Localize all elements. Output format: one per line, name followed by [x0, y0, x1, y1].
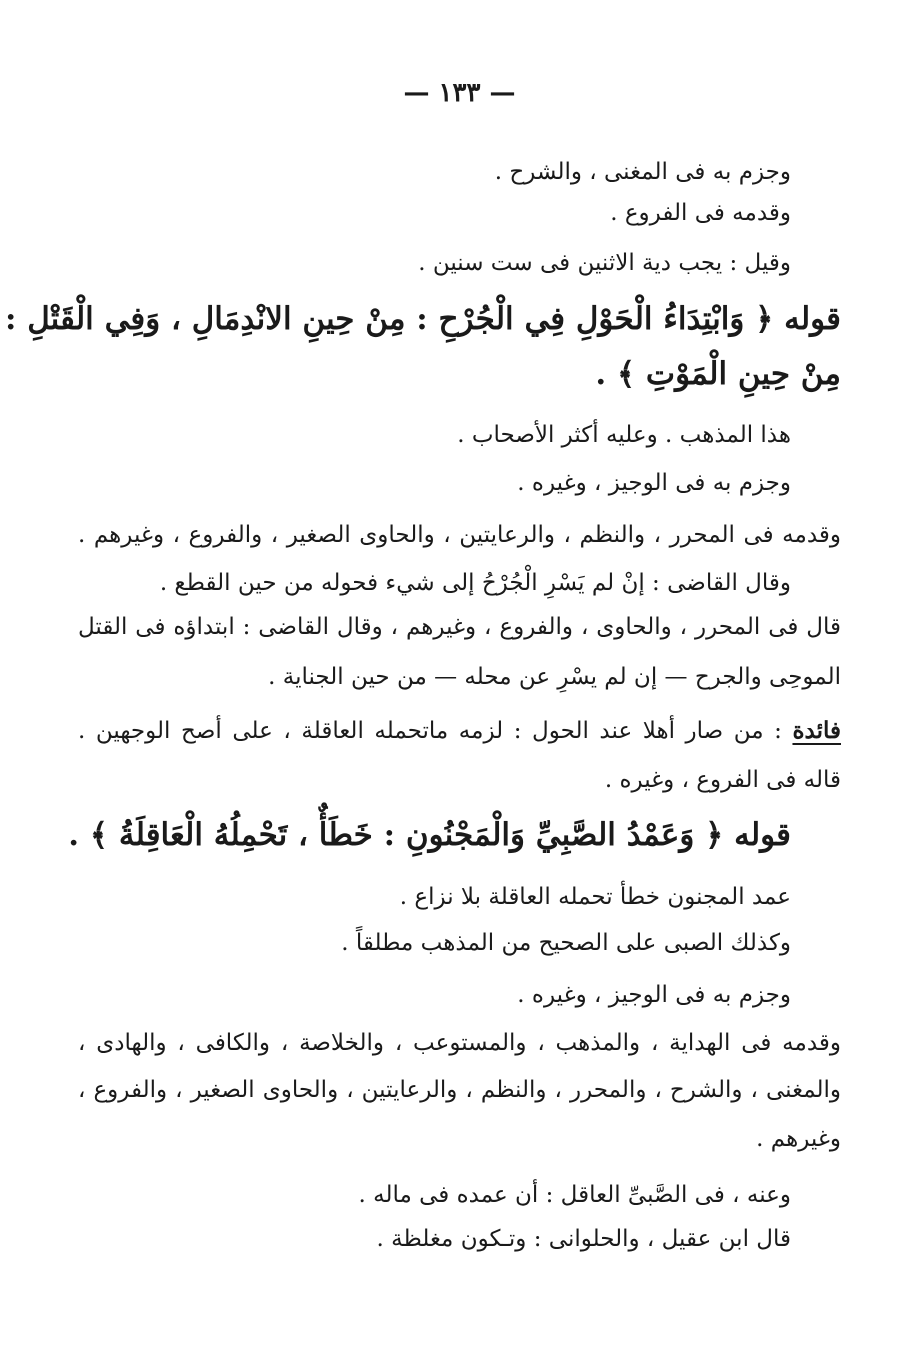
text-line: وجزم به فى الوجيز ، وغيره .: [517, 470, 791, 496]
text-line: والمغنى ، والشرح ، والمحرر ، والنظم ، والرعايتين ، والحاوى الصغير ، والفروع ،: [78, 1077, 841, 1103]
text-line: عمد المجنون خطأ تحمله العاقلة بلا نزاع .: [399, 884, 791, 910]
text-line: وقيل : يجب دية الاثنين فى ست سنين .: [418, 250, 791, 276]
quoted-verse-line: قوله ﴿ وَابْتِدَاءُ الْحَوْلِ فِي الْجُرْحِ : مِنْ حِينِ الانْدِمَالِ ، وَفِي الْقَتْلِ :: [4, 301, 841, 337]
page-number: — ١٣٣ —: [403, 78, 516, 108]
text-line: قال فى المحرر ، والحاوى ، والفروع ، وغيرهم ، وقال القاضى : ابتداؤه فى القتل: [78, 614, 841, 640]
text-line: قاله فى الفروع ، وغيره .: [604, 767, 841, 793]
quoted-verse-line: قوله ﴿ وَعَمْدُ الصَّبِيِّ وَالْمَجْنُونِ : خَطَأٌ ، تَحْمِلُهُ الْعَاقِلَةُ ﴾ .: [68, 817, 791, 853]
text-line: الموحِى والجرح — إن لم يسْرِ عن محله — من حين الجناية .: [268, 664, 841, 690]
text-line: هذا المذهب . وعليه أكثر الأصحاب .: [457, 422, 791, 448]
text-line: قال ابن عقيل ، والحلوانى : وتـكون مغلظة .: [376, 1226, 791, 1252]
text-line: وقدمه فى المحرر ، والنظم ، والرعايتين ، والحاوى الصغير ، والفروع ، وغيرهم .: [78, 522, 841, 548]
text-line: وقال القاضى : إنْ لم يَسْرِ الْجُرْحُ إلى شيء فحوله من حين القطع .: [159, 570, 791, 596]
text-line: وعنه ، فى الصَّبىِّ العاقل : أن عمده فى ماله .: [358, 1182, 791, 1208]
benefit-label: فائدة: [792, 717, 841, 744]
quoted-verse-line: مِنْ حِينِ الْمَوْتِ ﴾ .: [595, 356, 841, 392]
text-line: وجزم به فى الوجيز ، وغيره .: [517, 982, 791, 1008]
text-line: وقدمه فى الفروع .: [610, 200, 791, 226]
benefit-note-line: [78, 716, 841, 746]
text-line: وكذلك الصبى على الصحيح من المذهب مطلقاً .: [341, 930, 791, 956]
text-line: وجزم به فى المغنى ، والشرح .: [494, 159, 791, 185]
benefit-text: : من صار أهلا عند الحول : لزمه ماتحمله العاقلة ، على أصح الوجهين .: [78, 718, 793, 744]
text-line: وغيرهم .: [756, 1126, 841, 1152]
text-line: وقدمه فى الهداية ، والمذهب ، والمستوعب ، والخلاصة ، والكافى ، والهادى ،: [78, 1030, 841, 1056]
